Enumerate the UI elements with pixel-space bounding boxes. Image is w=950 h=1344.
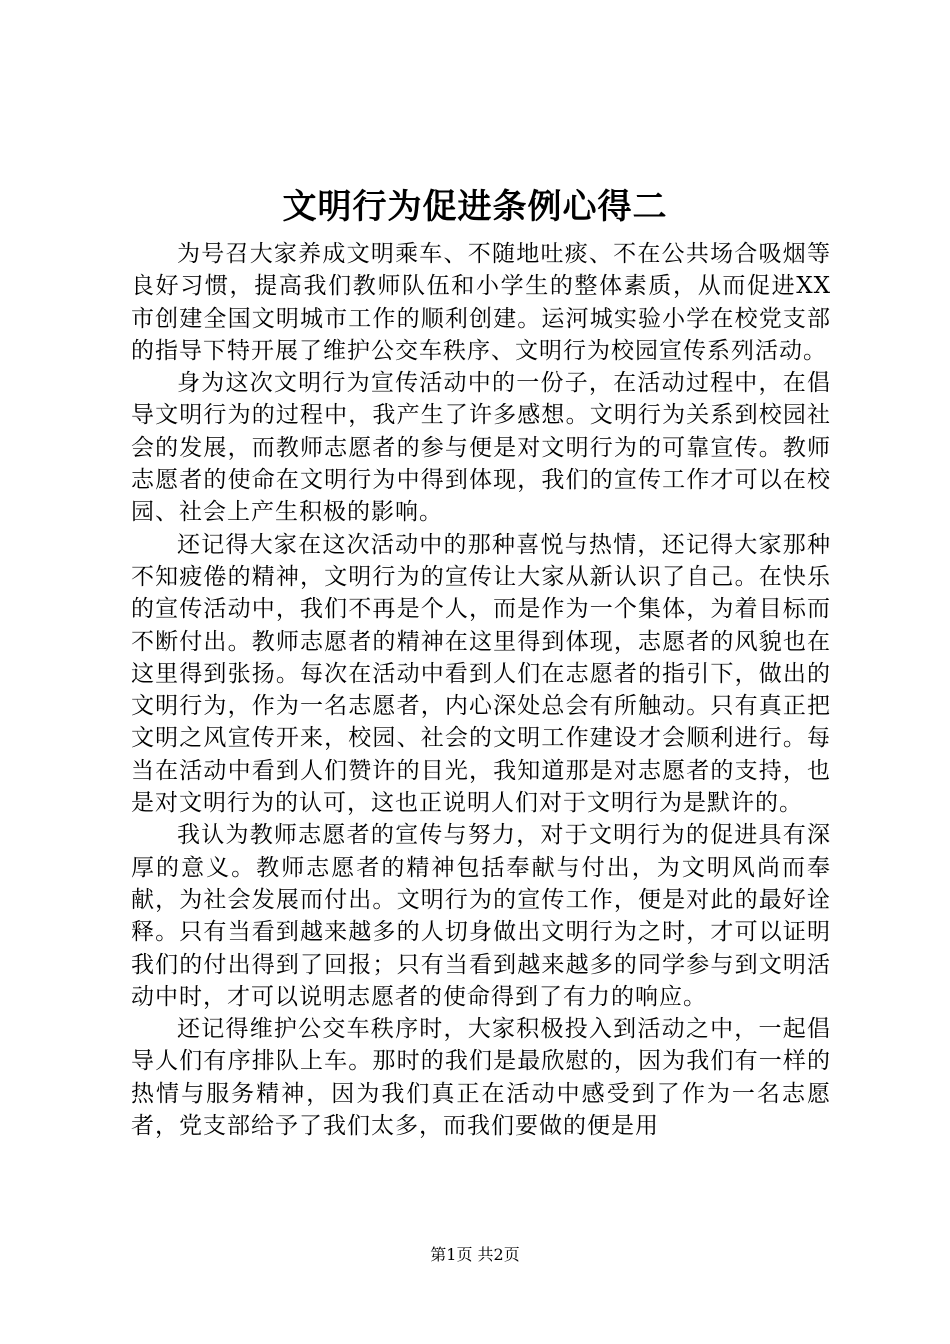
paragraph-5: 还记得维护公交车秩序时，大家积极投入到活动之中，一起倡导人们有序排队上车。那时的我们是最欣慰的，因为我们有一样的热情与服务精神，因为我们真正在活动中感受到了作为一名志愿者，党支部给予了我们太多，而我们要做的便是用	[131, 1016, 831, 1140]
paragraph-4: 我认为教师志愿者的宣传与努力，对于文明行为的促进具有深厚的意义。教师志愿者的精神包括奉献与付出，为文明风尚而奉献，为社会发展而付出。文明行为的宣传工作，便是对此的最好诠释。只有当看到越来越多的人切身做出文明行为之时，才可以证明我们的付出得到了回报；只有当看到越来越多的同学参与到文明活动中时，才可以说明志愿者的使命得到了有力的响应。	[131, 822, 831, 1010]
document-title: 文明行为促进条例心得二	[282, 187, 668, 227]
paragraph-2: 身为这次文明行为宣传活动中的一份子，在活动过程中，在倡导文明行为的过程中，我产生了许多感想。文明行为关系到校园社会的发展，而教师志愿者的参与便是对文明行为的可靠宣传。教师志愿者的使命在文明行为中得到体现，我们的宣传工作才可以在校园、社会上产生积极的影响。	[131, 370, 831, 526]
paragraph-3: 还记得大家在这次活动中的那种喜悦与热情，还记得大家那种不知疲倦的精神，文明行为的宣传让大家从新认识了自己。在快乐的宣传活动中，我们不再是个人，而是作为一个集体，为着目标而不断付出。教师志愿者的精神在这里得到体现，志愿者的风貌也在这里得到张扬。每次在活动中看到人们在志愿者的指引下，做出的文明行为，作为一名志愿者，内心深处总会有所触动。只有真正把文明之风宣传开来，校园、社会的文明工作建设才会顺利进行。每当在活动中看到人们赞许的目光，我知道那是对志愿者的支持，也是对文明行为的认可，这也正说明人们对于文明行为是默许的。	[131, 531, 831, 817]
paragraph-1: 为号召大家养成文明乘车、不随地吐痰、不在公共场合吸烟等良好习惯，提高我们教师队伍和小学生的整体素质，从而促进XX市创建全国文明城市工作的顺利创建。运河城实验小学在校党支部的指导下特开展了维护公交车秩序、文明行为校园宣传系列活动。	[131, 241, 831, 364]
document-body	[131, 238, 831, 1142]
page-number-footer: 第1页 共2页	[430, 1245, 520, 1264]
